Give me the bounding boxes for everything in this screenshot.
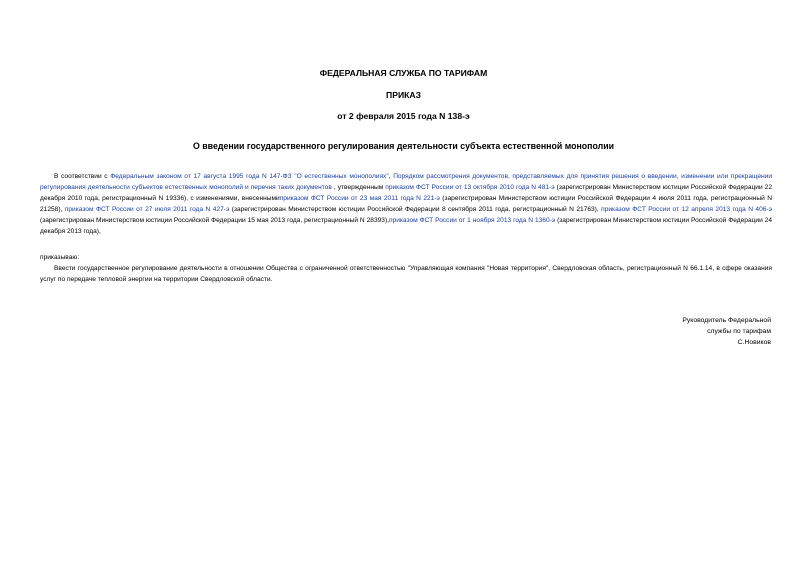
signature-name: С.Новиков [737,339,771,347]
preamble-text: , утвержденным [331,184,386,192]
order-word: приказываю: [40,254,80,261]
link-order-427[interactable]: приказом ФСТ России от 27 июля 2011 года N 427-э [64,206,230,214]
document-title: О введении государственного регулирования деятельности субъекта естественной монополии [192,141,615,151]
link-procedure-documents[interactable]: Порядком рассмотрения документов, представляемых для принятия решения о введении, изменении или прекращении регулирования деятельности субъектов естественных монополий и перечня таких документов [40,173,773,192]
agency-name: ФЕДЕРАЛЬНАЯ СЛУЖБА ПО ТАРИФАМ [319,68,488,78]
preamble-text: (зарегистрирован Министерством юстиции Российской Федерации 8 сентября 2011 года, регистрационный N 21763), [229,206,602,214]
preamble-text: (зарегистрирован Министерством юстиции Российской Федерации 22 декабря 2010 года, регистрационный N 19336), с изменениями, внесенными [40,184,772,203]
link-order-481[interactable]: приказом ФСТ России от 13 октября 2010 года N 481-э [385,184,555,192]
signature-position: Руководитель Федеральной [682,317,771,324]
preamble-paragraph [40,171,772,238]
preamble-text: (зарегистрирован Министерством юстиции Российской Федерации 24 декабря 2013 года), [40,217,772,236]
signature-block [682,315,771,348]
document-date-number: от 2 февраля 2015 года N 138-э [337,111,470,121]
document-type: ПРИКАЗ [386,90,421,100]
preamble-text: (зарегистрирован Министерством юстиции Российской Федерации 15 мая 2013 года, регистрационный N 28393), [40,217,389,225]
link-federal-law-147[interactable]: Федеральным законом от 17 августа 1995 года N 147-ФЗ "О естественных монополиях" [110,173,389,180]
link-order-221[interactable]: приказом ФСТ России от 23 мая 2011 года N 221-э [279,195,440,203]
link-order-1360[interactable]: приказом ФСТ России от 1 ноября 2013 года N 1360-э [388,217,556,225]
link-order-406[interactable]: приказом ФСТ России от 12 апреля 2013 года N 406-э [601,206,772,214]
preamble-text: В соответствии с [54,173,111,180]
preamble-text: (зарегистрирован Министерством юстиции Российской Федерации 4 июля 2011 года, регистрационный N 21258), [40,195,772,214]
preamble-text: , [388,173,394,180]
signature-organization: службы по тарифам [707,328,771,336]
order-paragraph: Ввести государственное регулирование деятельности в отношении Общества с ограниченной ответственностью "Управляющая компания "Новая территория", Свердловская область, регистрационный N 66.1.14, в сфере оказания услуг по передаче тепловой энергии на территории Свердловской области. [40,265,772,284]
